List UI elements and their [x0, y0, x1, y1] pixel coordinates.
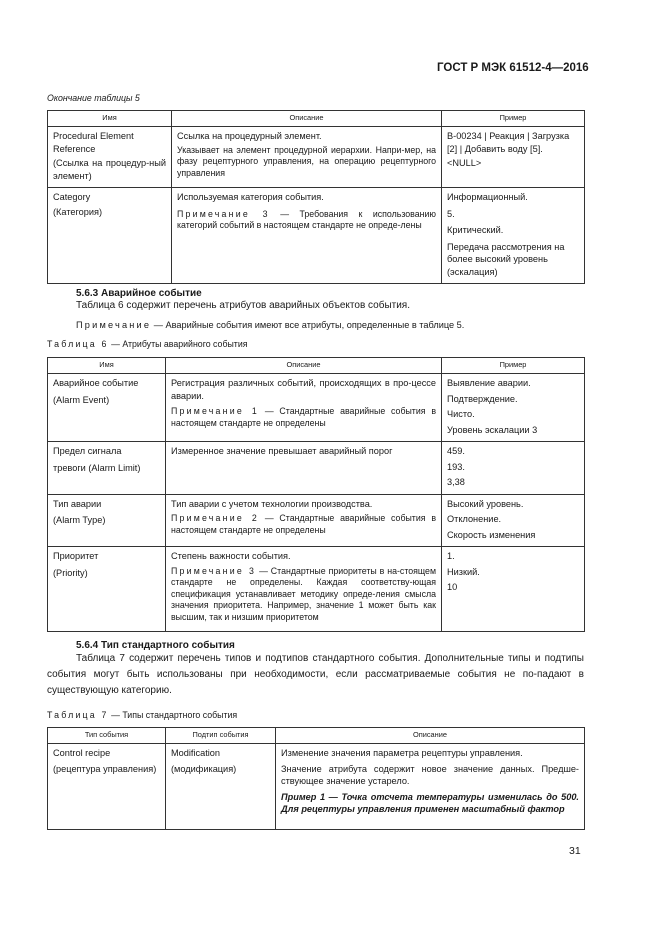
type-translation: (рецептура управления) [53, 763, 157, 774]
subtype-cell [166, 744, 276, 830]
description-cell [166, 547, 442, 632]
column-header: Описание [172, 111, 442, 127]
name-translation: (Alarm Event) [53, 394, 110, 405]
table5-end [47, 110, 585, 284]
description-text: Указывает на элемент процедурной иерархии. Напри-мер, на фазу рецептурного управления, на операцию рецептурного управления [177, 144, 436, 178]
column-header: Описание [276, 728, 585, 744]
caption-text: — Типы стандартного события [108, 710, 238, 720]
table-row [48, 547, 585, 632]
example-text: Отклонение. [447, 514, 502, 524]
example-text: Выявление аварии. [447, 378, 531, 388]
description-cell [166, 374, 442, 442]
example-text: Чисто. [447, 409, 475, 419]
example-cell [442, 547, 585, 632]
note-label: Примечание 3 [177, 208, 270, 219]
column-header: Имя [48, 358, 166, 374]
example-cell [442, 442, 585, 495]
table6 [47, 357, 585, 632]
note-text: — Стандартные приоритеты в на-стоящем стандарте не определены. Каждая соответству-ющая спецификация устанавливает методику опреде-ления смысла значения приоритета. Например, значение 1 может быть как высшим, так и низшим приоритетом [171, 565, 436, 622]
name-translation: (Категория) [53, 206, 103, 217]
note-text: — Аварийные события имеют все атрибуты, определенные в таблице 5. [151, 320, 465, 330]
note-label: Примечание [76, 320, 152, 330]
table-header-row [48, 728, 585, 744]
column-header: Тип события [48, 728, 166, 744]
description-cell [166, 442, 442, 495]
description-text: Используемая категория события. [177, 192, 324, 202]
section-text: Таблица 6 содержит перечень атрибутов аварийных объектов события. [76, 300, 410, 311]
caption-text: — Атрибуты аварийного события [108, 339, 248, 349]
note [171, 406, 436, 429]
section-title: 5.6.3 Аварийное событие [76, 288, 202, 299]
description-text: Значение атрибута содержит новое значение данных. Предше-ствующее значение устарело. [281, 763, 579, 786]
table-header-row [48, 111, 585, 127]
example-text: Критический. [447, 225, 504, 235]
subtype-text: Modification [171, 748, 221, 758]
page-number: 31 [569, 845, 581, 857]
caption-label: Таблица 6 [47, 339, 109, 349]
example-text: 459. [447, 446, 465, 456]
note-text: — Требования к использованию категорий событий в настоящем стандарте не опреде-лены [177, 208, 437, 230]
example-text: 5. [447, 208, 455, 219]
description-cell [172, 188, 442, 284]
table-row [48, 127, 585, 188]
name-text: Предел сигнала [53, 446, 122, 456]
table-row [48, 442, 585, 495]
example-text: 10 [447, 582, 458, 592]
column-header: Пример [442, 111, 585, 127]
column-header: Пример [442, 358, 585, 374]
description-cell [276, 744, 585, 830]
name-cell [48, 188, 172, 284]
example-cell [442, 374, 585, 442]
name-text: Procedural Element Reference [53, 131, 134, 154]
table6-caption [47, 339, 248, 349]
table7 [47, 727, 585, 830]
section-note [76, 320, 464, 330]
example-text: Высокий уровень. [447, 498, 524, 509]
name-translation: (Priority) [53, 567, 88, 578]
name-cell [48, 547, 166, 632]
example-text: 3,38 [447, 477, 465, 487]
name-cell [48, 127, 172, 188]
note-label: Примечание 3 [171, 565, 257, 576]
name-cell [48, 374, 166, 442]
example-text: Уровень эскалации 3 [447, 424, 538, 435]
description-text: Измеренное значение превышает аварийный порог [171, 446, 393, 456]
description-text: Ссылка на процедурный элемент. [177, 131, 322, 141]
description-text: Степень важности события. [171, 551, 291, 561]
table5-caption: Окончание таблицы 5 [47, 93, 140, 103]
example-text: 193. [447, 461, 465, 472]
table-row [48, 188, 585, 284]
name-cell [48, 442, 166, 495]
description-text: Тип аварии с учетом технологии производства. [171, 498, 373, 509]
section-title: 5.6.4 Тип стандартного события [76, 640, 235, 651]
column-header: Описание [166, 358, 442, 374]
example-text: Низкий. [447, 566, 480, 577]
example-text: <NULL> [447, 158, 482, 168]
example-text: Передача рассмотрения на более высокий уровень (эскалация) [447, 241, 565, 277]
table-header-row [48, 358, 585, 374]
table-row [48, 494, 585, 547]
name-text: Category [53, 192, 91, 202]
example-text: 1. [447, 551, 455, 561]
example-cell [442, 188, 585, 284]
description-cell [166, 494, 442, 547]
description-cell [172, 127, 442, 188]
column-header: Подтип события [166, 728, 276, 744]
subtype-translation: (модификация) [171, 763, 237, 774]
note-text: — Стандартные аварийные события в настоящем стандарте не определены [171, 406, 436, 428]
section-text: Таблица 7 содержит перечень типов и подтипов стандартного события. Дополнительные типы и подтипы события могут быть использованы при необходимости, если рассматриваемые события не по-падают в существующую категорию. [47, 653, 584, 696]
table-row [48, 744, 585, 830]
description-text: Изменение значения параметра рецептуры управления. [281, 748, 523, 758]
example-text: B-00234 | Реакция | Загрузка [2] | Добавить воду [5]. [447, 131, 570, 154]
table-row [48, 374, 585, 442]
example-text: Подтверждение. [447, 393, 518, 404]
name-cell [48, 494, 166, 547]
type-cell [48, 744, 166, 830]
example-text: Скорость изменения [447, 529, 536, 540]
name-translation: (Alarm Type) [53, 515, 106, 525]
name-text: Приоритет [53, 551, 99, 561]
note [171, 513, 436, 536]
example-cell [442, 494, 585, 547]
standard-header: ГОСТ Р МЭК 61512-4—2016 [437, 62, 589, 74]
name-text: Тип аварии [53, 498, 102, 509]
name-translation: тревоги (Alarm Limit) [53, 462, 141, 473]
name-translation: (Ссылка на процедур-ный элемент) [53, 158, 166, 181]
note [177, 209, 436, 232]
name-text: Аварийное событие [53, 378, 139, 388]
example-text: Информационный. [447, 192, 528, 202]
caption-label: Таблица 7 [47, 710, 109, 720]
note [171, 566, 436, 624]
note-label: Примечание 1 [171, 406, 260, 416]
note-label: Примечание 2 [171, 513, 260, 523]
description-text: Регистрация различных событий, происходящих в про-цессе аварии. [171, 378, 436, 401]
column-header: Имя [48, 111, 172, 127]
table7-caption [47, 710, 237, 720]
note-text: — Стандартные аварийные события в настоящем стандарте не определены [171, 513, 436, 535]
example-cell [442, 127, 585, 188]
type-text: Control recipe [53, 748, 111, 758]
example-text: Пример 1 — Точка отсчета температуры изменилась до 500. Для рецептуры управления применен масштабный фактор [281, 791, 579, 814]
